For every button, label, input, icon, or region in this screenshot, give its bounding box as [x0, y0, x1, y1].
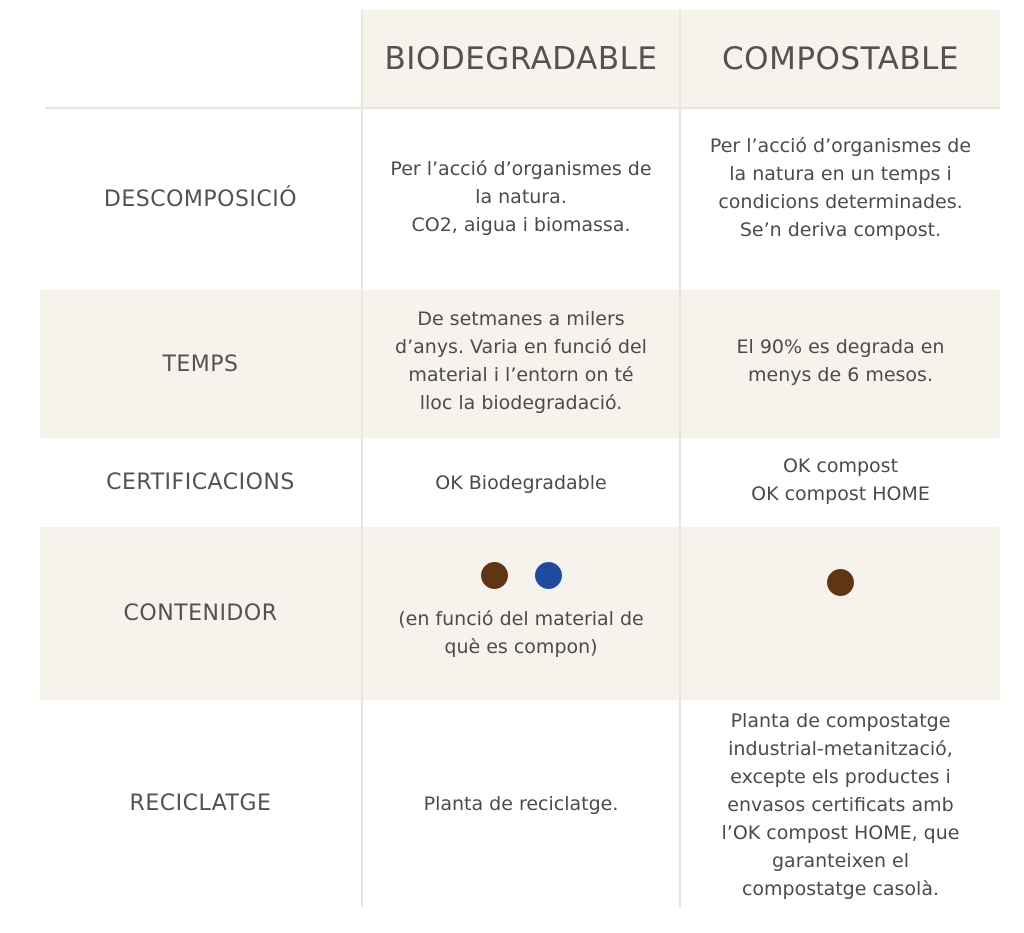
blue-dot-icon: [535, 562, 562, 589]
cell-descomposicio-compostable: Per l’acció d’organismes de la natura en un temps i condicions determinades. Se’n deriva compost.: [709, 134, 972, 241]
cell-descomposicio-biodegradable: Per l’acció d’organismes de la natura. CO2, aigua i biomassa.: [390, 157, 652, 236]
cell-reciclatge-compostable: Planta de compostatge industrial-metanització, excepte els productes i envasos certificats amb l’OK compost HOME, que garanteixen el compostatge casolà.: [721, 710, 960, 900]
cell-temps-compostable: El 90% es degrada en menys de 6 mesos.: [736, 336, 945, 386]
row-label-descomposicio: DESCOMPOSICIÓ: [103, 187, 298, 212]
header-biodegradable: [363, 10, 679, 107]
cell-contenidor-compostable: [681, 527, 1000, 700]
cell-certificacions-biodegradable: OK Biodegradable: [435, 471, 607, 494]
row-label-contenidor: CONTENIDOR: [123, 601, 278, 626]
row-label-temps: TEMPS: [162, 351, 239, 377]
row-label-reciclatge: RECICLATGE: [129, 791, 272, 816]
cell-temps-biodegradable: De setmanes a milers d’anys. Varia en funció del material i l’entorn on té lloc la biodegradació.: [395, 308, 647, 414]
header-biodegradable-label: BIODEGRADABLE: [384, 40, 658, 77]
header-compostable-label: COMPOSTABLE: [722, 40, 959, 77]
cell-contenidor-biodegradable: (en funció del material de què es compon): [363, 527, 679, 700]
row-label-certificacions: CERTIFICACIONS: [106, 470, 295, 495]
container-dots: [481, 562, 562, 589]
cell-reciclatge-biodegradable: Planta de reciclatge.: [423, 792, 619, 815]
brown-dot-icon: [481, 562, 508, 589]
cell-certificacions-compostable: OK compost OK compost HOME: [751, 454, 930, 505]
brown-dot-icon: [827, 569, 854, 596]
header-compostable: [681, 10, 1000, 107]
